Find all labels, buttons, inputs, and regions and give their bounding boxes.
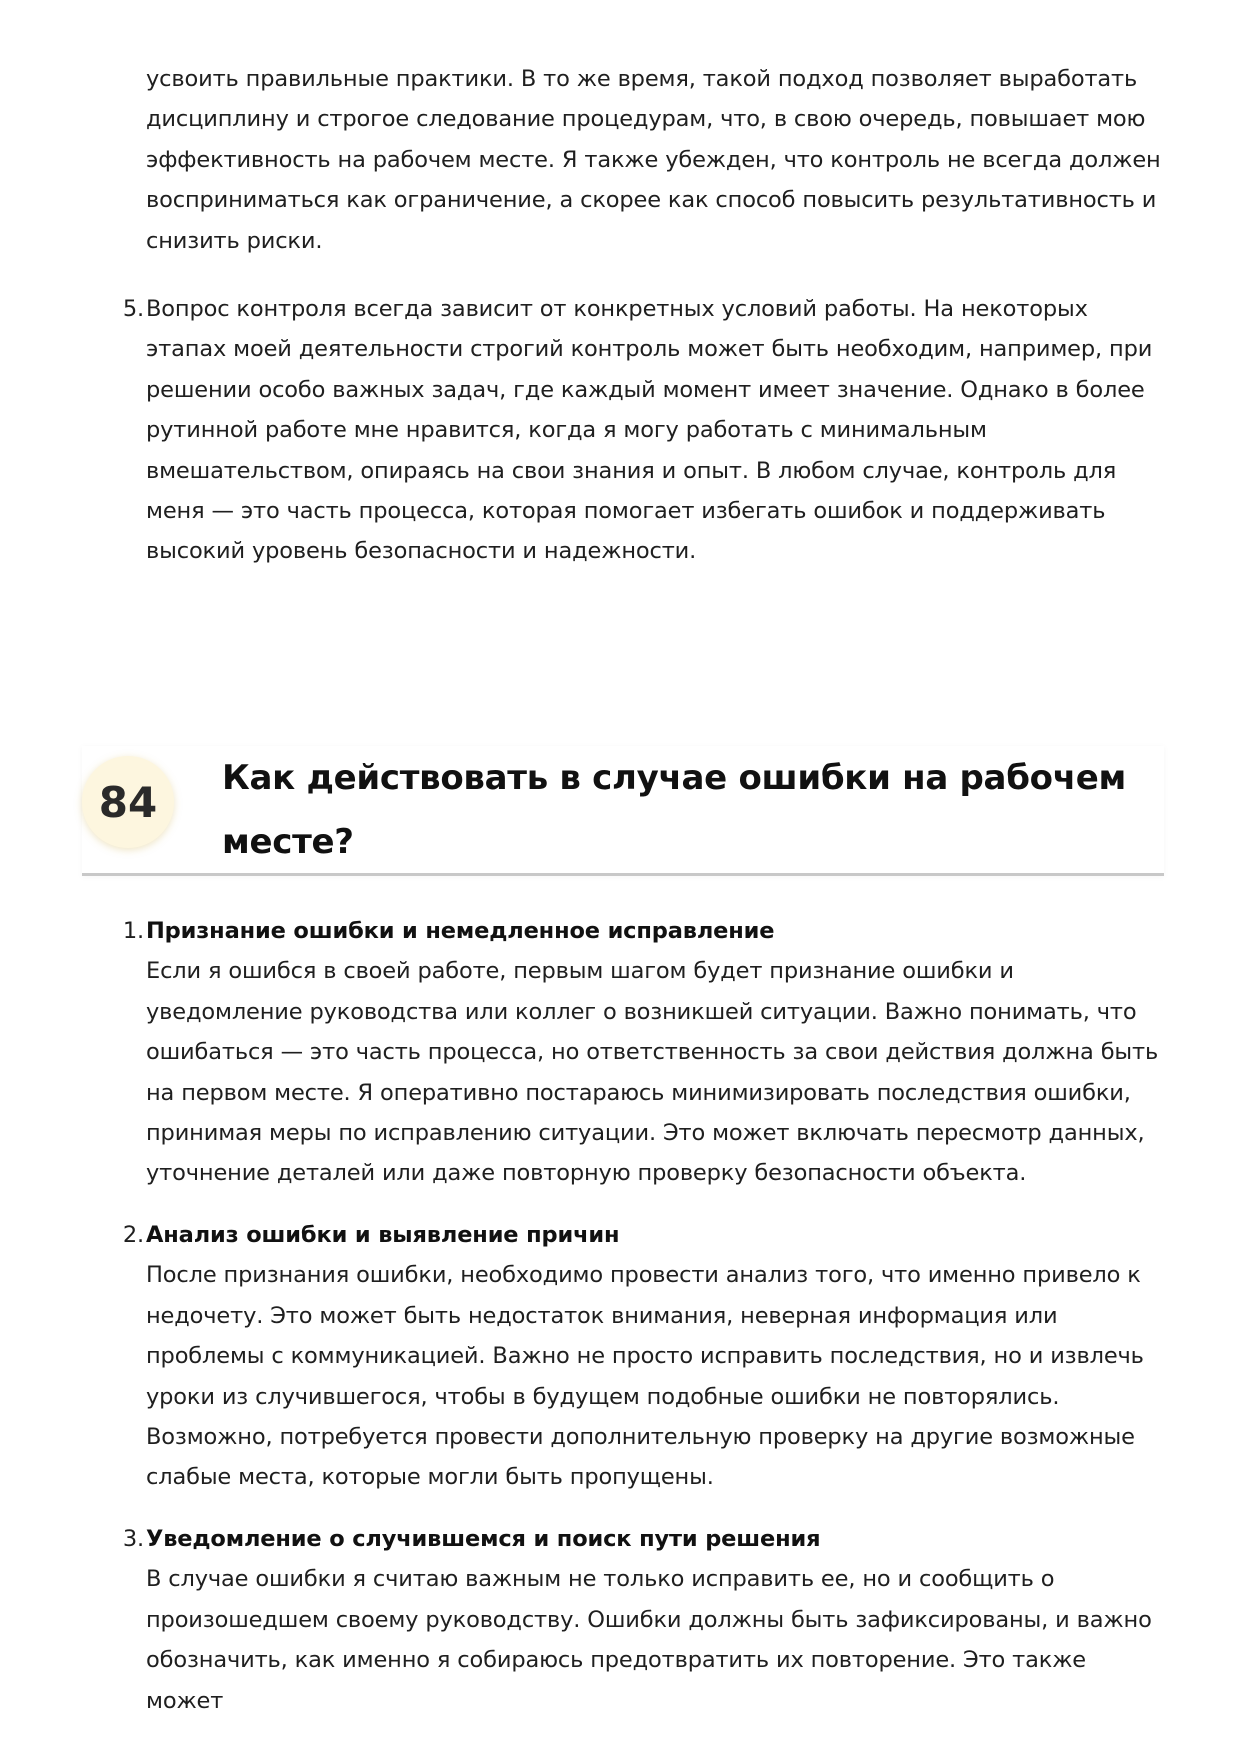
list-item (122, 911, 1166, 1194)
section-header (82, 746, 1164, 876)
continuation-paragraph: усвоить правильные практики. В то же время, такой подход позволяет выработать дисциплину и строгое следование процедурам, что, в свою очередь, повышает мою эффективность на рабочем месте. Я также убежден, что контроль не всегда должен восприниматься как ограничение, а скорее как способ повысить результативность и снизить риски. (146, 66, 1161, 254)
list-item-number: 1. (122, 918, 144, 944)
list-item-title: Признание ошибки и немедленное исправление (146, 918, 775, 944)
list-item-body: В случае ошибки я считаю важным не только исправить ее, но и сообщить о произошедшем своему руководству. Ошибки должны быть зафиксированы, и важно обозначить, как именно я собираюсь предотвратить их повторение. Это также может (146, 1566, 1152, 1714)
list-item (122, 289, 1166, 572)
list-item-number: 2. (122, 1222, 144, 1248)
list-item-number: 5. (122, 296, 144, 322)
list-item (122, 1215, 1166, 1498)
list-item-title: Анализ ошибки и выявление причин (146, 1222, 620, 1248)
list-item (122, 1519, 1166, 1721)
list-item-body: После признания ошибки, необходимо провести анализ того, что именно привело к недочету. Это может быть недостаток внимания, неверная информация или проблемы с коммуникацией. Важно не просто исправить последствия, но и извлечь уроки из случившегося, чтобы в будущем подобные ошибки не повторялись. Возможно, потребуется провести дополнительную проверку на другие возможные слабые места, которые могли быть пропущены. (146, 1262, 1144, 1491)
list-item-number: 3. (122, 1526, 144, 1552)
list-item-text: Вопрос контроля всегда зависит от конкретных условий работы. На некоторых этапах моей деятельности строгий контроль может быть необходим, например, при решении особо важных задач, где каждый момент имеет значение. Однако в более рутинной работе мне нравится, когда я могу работать с минимальным вмешательством, опираясь на свои знания и опыт. В любом случае, контроль для меня — это часть процесса, которая помогает избегать ошибок и поддерживать высокий уровень безопасности и надежности. (146, 296, 1153, 565)
list-item-title: Уведомление о случившемся и поиск пути решения (146, 1526, 821, 1552)
question-number-badge: 84 (82, 756, 174, 848)
section-title: Как действовать в случае ошибки на рабочем месте? (222, 758, 1126, 862)
list-item-body: Если я ошибся в своей работе, первым шагом будет признание ошибки и уведомление руководства или коллег о возникшей ситуации. Важно понимать, что ошибаться — это часть процесса, но ответственность за свои действия должна быть на первом месте. Я оперативно постараюсь минимизировать последствия ошибки, принимая меры по исправлению ситуации. Это может включать пересмотр данных, уточнение деталей или даже повторную проверку безопасности объекта. (146, 958, 1159, 1187)
